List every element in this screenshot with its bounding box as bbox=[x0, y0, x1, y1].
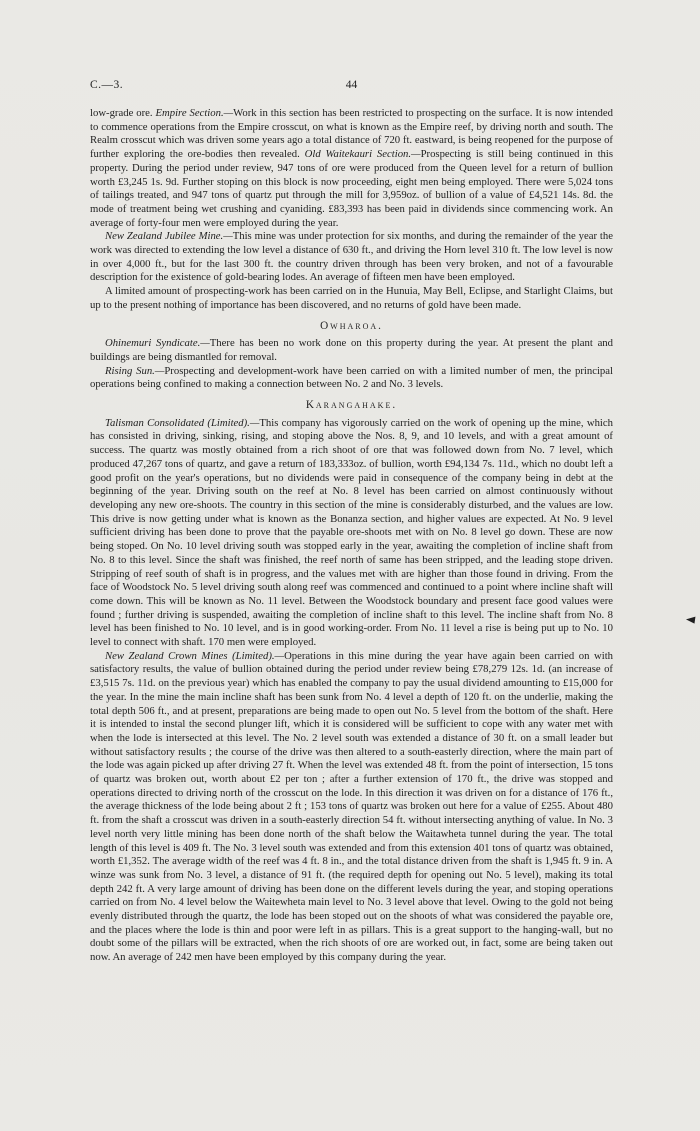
paragraph-text: Operations in this mine during the year have again been carried on with satisfactory results, the value of bullion obtained during the period under review being £78,279 12s. 1d. (an increase of £3,515 7s. 11d. on the previous year) which has enabled the company to pay the usual dividend amounting to £15,000 for the year. In the mine the main incline shaft has been sunk from No. 4 level a depth of 120 ft. on the underlie, making the total depth 506 ft., and at present, preparations are being made to open out No. 5 level from the bottom of the shaft. Here it is intended to instal the second plunger lift, which it is considered will be sufficient to cope with any water met with when the lode is intersected at this level. The No. 2 level south was extended a distance of 30 ft. on a small leader but without satisfactory results ; the course of the drive was then altered to a south-easterly direction, where the main part of the lode was again picked up after driving 27 ft. When the level was extended 48 ft. from the point of intersection, 15 tons of quartz was broken out, worth about £2 per ton ; after a further extension of 170 ft., the drive was stopped and operations directed to driving north of the crosscut on the lode. In this direction it was driven on for a distance of 176 ft., the average thickness of the lode being about 2 ft ; 153 tons of quartz was broken out here for a value of £255. About 480 ft. from the shaft a crosscut was driven in a south-easterly direction 54 ft. without intersecting anything of value. In No. 3 level north very little mining has been done north of the shaft below the Waitawheta tunnel during the year. The total length of this level is 409 ft. The No. 3 level south was extended and from this extension 401 tons of quartz was obtained, worth £1,352. The average width of the reef was 4 ft. 8 in., and the total distance driven from the shaft is 1,945 ft. 9 in. A winze was sunk from No. 3 level, a distance of 91 ft. (the required depth for opening out No. 5 level), making its total depth 242 ft. A very large amount of driving has been done on the different levels during the year, and stoping operations carried on from No. 4 level below the Waitewheta main level to No. 3 level above that level. Owing to the gold not being evenly distributed through the quartz, the lode has been stoped out on the shoots of what was considered the payable ore, and the places where the lode is thin and poor were left in as pillars. This is a great support to the hanging-wall, but no doubt some of the pillars will be extracted, when the rich shoots of ore are worked out, in fact, some are being taken out now. An average of 242 men have been employed by this company during the year. bbox=[90, 649, 614, 964]
entity-name: Talisman Consolidated (Limited).— bbox=[105, 416, 260, 429]
section-heading: Karangahake. bbox=[305, 399, 398, 412]
section-heading: Owharoa. bbox=[320, 319, 383, 332]
paragraph-text: There has been no work done on this property during the year. At present the plant and buildings are being dismantled for removal. bbox=[90, 337, 613, 363]
paragraph-text: Prospecting and development-work have been carried on with a limited number of men, the principal operations being confined to making a connection between No. 2 and No. 3 levels. bbox=[90, 364, 613, 391]
paragraph bbox=[90, 107, 613, 230]
page-header bbox=[90, 79, 613, 95]
paragraph bbox=[90, 285, 613, 312]
document-body bbox=[90, 107, 613, 965]
paragraph bbox=[90, 417, 613, 650]
paragraph-text: low-grade ore. bbox=[90, 107, 156, 119]
paragraph bbox=[90, 650, 613, 965]
paragraph bbox=[90, 230, 613, 285]
margin-mark-icon bbox=[686, 615, 696, 623]
paragraph bbox=[90, 337, 613, 364]
paragraph-text: Work in this section has been restricted to prospecting on the surface. It is now intended to commence operations from the Empire crosscut, on what is known as the Empire reef, by driving north and south. The Realm crosscut which was driven some years ago a total distance of 720 ft. eastward, is being reopened for the purpose of further exploring the ore-bodies then revealed. bbox=[90, 107, 613, 161]
entity-name: Old Waitekauri Section.— bbox=[304, 148, 421, 161]
paragraph bbox=[90, 365, 613, 392]
entity-name: New Zealand Crown Mines (Limited).— bbox=[105, 649, 285, 662]
paragraph-text: This mine was under protection for six months, and during the remainder of the year the work was directed to extending the low level a distance of 630 ft., and driving the Horn level 310 ft. The low level is now in over 4,000 ft., but for the last 300 ft. the country driven through has been very broken, and not of a favourable description for the existence of gold-bearing lodes. An average of fifteen men have been employed. bbox=[90, 230, 613, 284]
paragraph-text: A limited amount of prospecting-work has been carried on in the Hunuia, May Bell, Eclipse, and Starlight Claims, but up to the present nothing of importance has been discovered, and no returns of gold have been made. bbox=[90, 285, 613, 311]
entity-name: Ohinemuri Syndicate.— bbox=[105, 337, 210, 350]
paragraph-text: This company has vigorously carried on the work of opening up the mine, which has consisted in driving, sinking, rising, and stoping above the Nos. 8, 9, and 10 levels, and with a great amount of success. The quartz was mostly obtained from a rich shoot of ore that was followed down from No. 7 level, which produced 47,267 tons of quartz, and gave a return of 183,333oz. of bullion, worth £94,134 7s. 11d., which no doubt left a good profit on the year's operations, but no dividends were paid in consequence of the company being in debt at the beginning of the year. Driving south on the reef at No. 8 level has been carried on almost continuously without developing any new ore-shoots. The country in this section of the mine is considerably disturbed, and the values are low. This drive is now getting under what is known as the Bonanza section, and higher values are expected. At No. 9 level sufficient driving has been done to prove that the payable ore-shoots met with on No. 8 level go down. These are now being stoped. On No. 10 level driving south was stopped early in the year, awaiting the completion of incline shaft from No. 8 to this level. Since the shaft was finished, the reef north of same has been stripped, and the leading stope driven. Stripping of reef south of shaft is in progress, and the values met with are higher than those found in driving. From the face of Woodstock No. 5 level driving south along reef was commenced and continued to a point where incline shaft will come down. This will be known as No. 11 level. Between the Woodstock boundary and present face good values were found ; further driving is suspended, awaiting the completion of incline shaft to this level. The incline shaft from No. 8 level has been finished to No. 10 level, and is in good working-order. From No. 11 level a rise is being put up to No. 10 level to connect with shaft. 170 men were employed. bbox=[90, 416, 613, 649]
paragraph-text: Prospecting is still being continued in this property. During the period under review, 947 tons of ore were produced from the Queen level for a return of bullion worth £3,245 1s. 9d. Further stoping on this block is now proceeding, eight men being employed. There were 5,024 tons of tailings treated, and 947 tons of quartz put through the mill for 3,959oz. of bullion of a value of £4,521 14s. 8d. the mode of treatment being wet crushing and cyaniding. £83,393 has been paid in dividends since commencing work. An average of forty-four men were employed during the year. bbox=[90, 148, 614, 229]
entity-name: New Zealand Jubilee Mine.— bbox=[105, 230, 233, 243]
entity-name: Empire Section.— bbox=[155, 107, 234, 119]
page-number: 44 bbox=[345, 79, 358, 91]
entity-name: Rising Sun.— bbox=[105, 364, 165, 377]
document-reference: C.—3. bbox=[90, 79, 124, 91]
